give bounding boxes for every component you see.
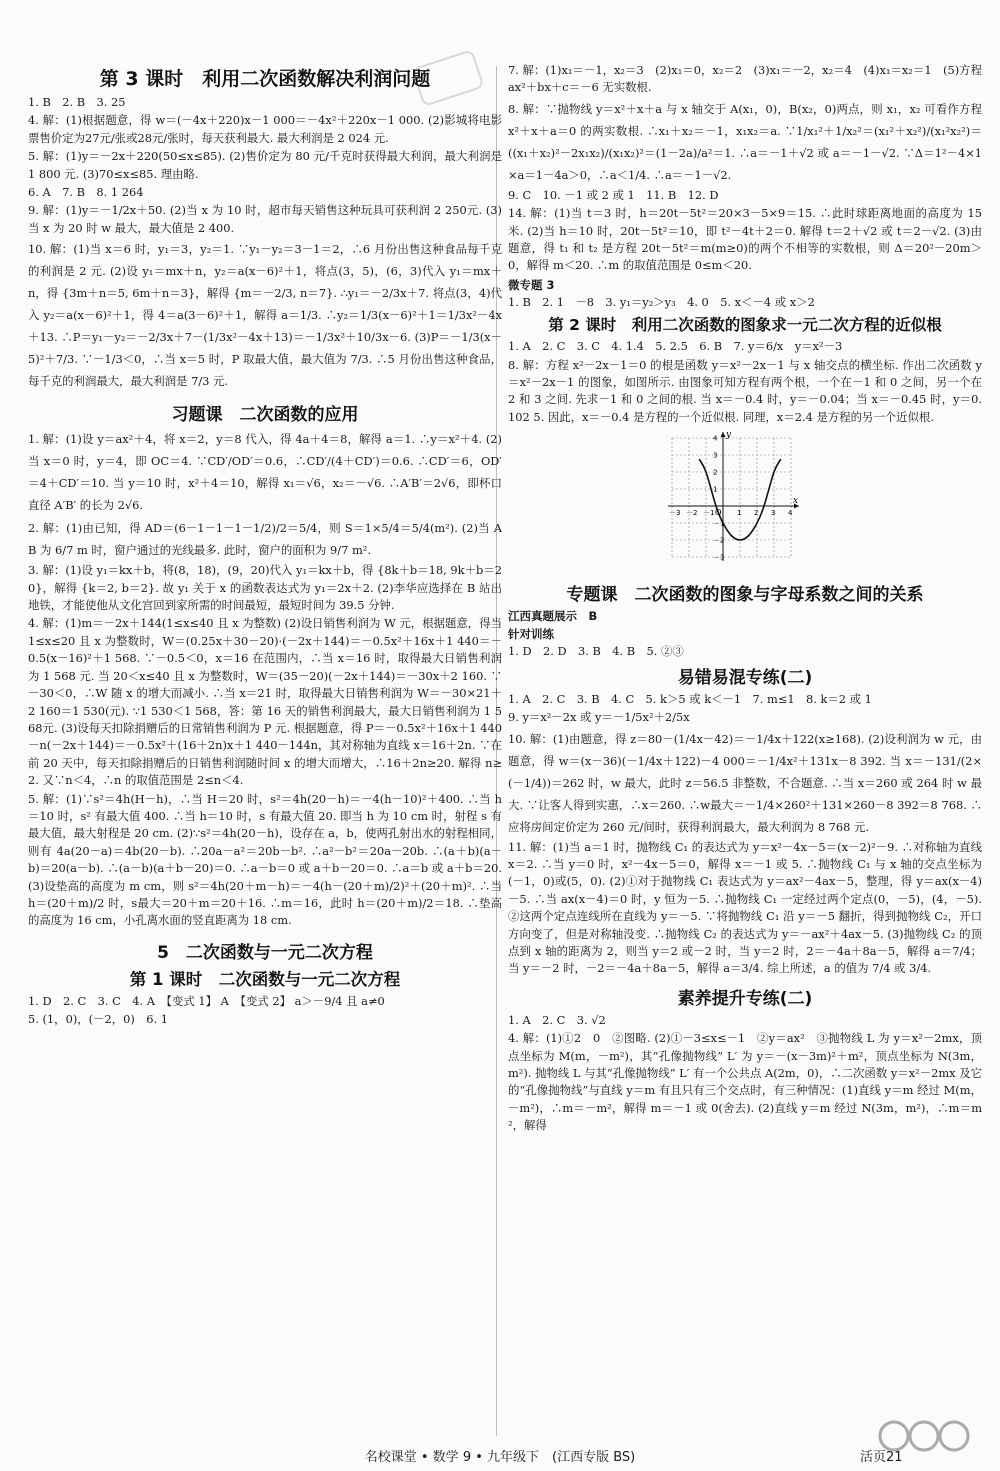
y-axis-label: y [726,430,732,441]
answer-line: 10. 解：(1)当 x＝6 时，y₁＝3，y₂＝1. ∵y₁－y₂＝3－1＝2，∴6 月份出售这种食品每千克的利润是 2 元. (2)设 y₁＝mx＋n，y₂＝a(x－6)²＋1，将点(3，5)，(6，3)代入 y₁＝mx＋n，得 {3m＋n＝5, 6m＋n＝3}，解得 {m＝－2/3, n＝7}. ∴y₁＝－2/3x＋7. 将点(3，4)代入 y₂＝a(x－6)²＋1，得 4＝a(3－6)²＋1，解得 a＝1/3. ∴y₂＝1/3(x－6)²＋1＝1/3x²－4x＋13. ∴P＝y₁－y₂＝－2/3x＋7－(1/3x²－4x＋13)＝－1/3x²＋10/3x－6. (3)P＝－1/3(x－5)²＋7/3. ∵－1/3＜0，∴当 x＝5 时，P 取最大值，最大值为 7/3. ∴5 月份出售这种食品，每千克的利润最大，最大利润是 7/3 元. [28,242,502,389]
x-tick-label: 4 [788,509,793,518]
section-title-coefficients: 专题课 二次函数的图象与字母系数之间的关系 [566,585,924,606]
answer-line: 1. A 2. C 3. C 4. 1.4 5. 2.5 6. B 7. y＝6/x y＝x²－3 [508,339,843,354]
answer-line: 4. 解：(1)①2 0 ②图略. (2)①－3≤x≤－1 ②y＝ax² ③抛物线 L 为 y＝x²－2mx，顶点坐标为 M(m，－m²)，其“孔像抛物线” L′ 为 y＝－(x－3m)²＋m²，顶点坐标为 N(3m，m²). 抛物线 L 与其“孔像抛物线” L′ 有一个公共点 A(2m，0)，∴二次函数 y＝x²－2mx 及它的“孔像抛物线”与直线 y＝m 有且只有三个交点时，有三种情况：(1)直线 y＝m 经过 M(m，－m²)，∴m＝－m²，解得 m＝－1 或 0(舍去). (2)直线 y＝m 经过 N(3m，m²)，∴m＝m²，解得 [508,1031,982,1133]
x-tick-label: －1 [703,509,715,518]
answer-line: 5. (1，0)，(－2，0) 6. 1 [28,1012,168,1027]
x-tick-label: －3 [669,509,681,518]
left-column [28,62,502,1440]
micro-topic-heading: 微专题 3 [508,277,555,292]
section-title-profit: 第 3 课时 利用二次函数解决利润问题 [99,68,431,90]
page-footer [0,1446,1000,1466]
section-title-exercise: 习题课 二次函数的应用 [171,405,359,426]
answer-line: 8. 解：方程 x²－2x－1＝0 的根是函数 y＝x²－2x－1 与 x 轴交点的横坐标. 作出二次函数 y＝x²－2x－1 的图象，如图所示. 由图象可知方程有两个根，一个在－1 和 0 之间，另一个在 2 和 3 之间. 先求－1 和 0 之间的根. 当 x＝－0.4 时，y＝－0.04；当 x＝－0.45 时，y＝0.102 5. 因此，x＝－0.4 是方程的一个近似根. 同理，x＝2.4 是方程的另一个近似根. [508,357,982,424]
watermark-logo [874,1414,974,1464]
graph-grid [672,438,791,557]
book-title: 名校课堂 • 数学 9 • 九年级下 (江西专版 BS) [364,1450,636,1465]
answer-line: 8. 解：∵抛物线 y＝x²＋x＋a 与 x 轴交于 A(x₁，0)，B(x₂，0)两点，则 x₁，x₂ 可看作方程 x²＋x＋a＝0 的两实数根. ∴x₁＋x₂＝－1，x₁x₂＝a. ∵1/x₁²＋1/x₂²＝(x₁²＋x₂²)/(x₁²x₂²)＝((x₁＋x₂)²－2x₁x₂)/(x₁x₂)²＝(1－2a)/a²＝1. ∴a＝－1＋√2 或 a＝－1－√2. ∵Δ＝1²－4×1×a＝1－4a＞0，∴a＜1/4. ∴a＝－1－√2. [508,101,982,182]
x-tick-label: 3 [771,509,776,518]
y-tick-label: 4 [713,434,718,443]
answer-line: 3. 解：(1)设 y₁＝kx＋b，将(8，18)，(9，20)代入 y₁＝kx＋b，得 {8k＋b＝18, 9k＋b＝20}，解得 {k＝2, b＝2}. 故 y₁ 关于 x 的函数表达式为 y₁＝2x＋2. (2)李华应选择在 B 站出地铁，才能使他从文化宫回到家所需的时间最短，最短时间为 39.5 分钟. [28,563,502,613]
y-tick-label: －1 [713,519,725,528]
section-subtitle-lesson1: 第 1 课时 二次函数与一元二次方程 [129,969,401,989]
answer-line: 1. D 2. D 3. B 4. B 5. ②③ [508,644,684,659]
answer-line: 14. 解：(1)当 t＝3 时，h＝20t－5t²＝20×3－5×9＝15. ∴此时球距离地面的高度为 15 米. (2)当 h＝10 时，20t－5t²＝10，即 t²－4t＋2＝0. 解得 t＝2＋√2 或 t＝2－√2. (3)由题意，得 t₁ 和 t₂ 是方程 20t－5t²＝m(m≥0)的两个不相等的实数根，则 Δ＝20²－20m＞0，解得 m＜20. ∴m 的取值范围是 0≤m＜20. [508,206,982,273]
x-axis-label: x [793,496,799,507]
section-title-literacy: 素养提升专练(二) [677,988,813,1009]
y-axis-arrow [721,432,726,437]
y-tick-label: 3 [713,451,718,460]
y-tick-label: 2 [713,468,718,477]
answer-line: 2. 解：(1)由已知，得 AD＝(6－1－1－1－1/2)/2＝5/4，则 S＝1×5/4＝5/4(m²). (2)当 AB 为 6/7 m 时，窗户通过的光线最多. 此时，窗户的面积为 9/7 m². [28,521,502,558]
right-column [508,62,982,1440]
answer-line: 1. B 2. B 3. 25 [28,95,126,109]
answer-line: 1. A 2. C 3. B 4. C 5. k＞5 或 k＜－1 7. m≤1 8. k＝2 或 1 [508,691,872,706]
y-tick-label: －3 [713,553,725,562]
answer-line: 5. 解：(1)∵s²＝4h(H－h)，∴当 H＝20 时，s²＝4h(20－h)＝－4(h－10)²＋400. ∴当 h＝10 时，s² 有最大值 400. ∴当 h＝10 时，s 有最大值 20. 即当 h 为 10 cm 时，射程 s 有最大值，最大射程是 20 cm. (2)∵s²＝4h(20－h)，设存在 a，b，使两孔射出水的射程相同，则有 4a(20－a)＝4b(20－b). ∴20a－a²＝20b－b². ∴a²－b²＝20a－20b. ∴(a＋b)(a－b)＝20(a－b). ∴(a－b)(a＋b－20)＝0. ∴a－b＝0 或 a＋b－20＝0. ∴a＝b 或 a＋b＝20. (3)设垫高的高度为 m cm，则 s²＝4h(20＋m－h)＝－4(h－(20＋m)/2)²＋(20＋m)². ∴当 h＝(20＋m)/2 时，s最大＝20＋m＝20＋16. ∴m＝16，此时 h＝(20＋m)/2＝18. ∴垫高的高度为 16 cm，小孔离水面的竖直距离为 18 cm. [28,791,502,928]
parabola-graph [508,430,982,574]
section-title-approx-roots: 第 2 课时 利用二次函数的图象求一元二次方程的近似根 [548,316,942,335]
answer-line: 11. 解：(1)当 a＝1 时，抛物线 C₁ 的表达式为 y＝x²－4x－5＝(x－2)²－9. ∴对称轴为直线 x＝2. ∴当 y＝0 时，x²－4x－5＝0，解得 x＝－1 或 5. ∴抛物线 C₁ 与 x 轴的交点坐标为(－1，0)或(5，0). (2)①对于抛物线 C₁ 表达式为 y＝ax²－4ax－5，整理，得 y＝ax(x－4)－5. ∴当 ax(x－4)＝0 时，y 恒为－5. ∴抛物线 C₁ 一定经过两个定点(0，－5)，(4，－5). ②这两个定点连线所在直线为 y＝－5. ∵将抛物线 C₁ 沿 y＝－5 翻折，得到抛物线 C₂，开口方向变了，但是对称轴没变. ∴抛物线 C₂ 的表达式为 y＝－ax²＋4ax－5. (3)抛物线 C₂ 的顶点到 x 轴的距离为 2，则当 y＝2 或－2 时，当 y＝2 时，2＝－4a＋8a－5，解得 a＝7/4；当 y＝－2 时，－2＝－4a＋8a－5，解得 a＝3/4. 综上所述，a 的值为 7/4 或 3/4. [508,839,982,976]
x-tick-label: 1 [737,509,742,518]
answer-line: 9. C 10. －1 或 2 或 1 11. B 12. D [508,187,719,202]
jiangxi-exam-heading: 江西真题展示 B [508,609,598,624]
origin-label: O [715,508,722,518]
graph-axes [668,432,799,561]
graph-ticks [669,435,793,562]
section-title-error-prone: 易错易混专练(二) [677,667,813,688]
answer-line: 4. 解：(1)根据题意，得 w＝(－4x＋220)x－1 000＝－4x²＋220x－1 000. (2)影城将电影票售价定为27元/张或28元/张时，每天获利最大. 最大利润是 2 024 元. [28,113,502,145]
answer-line: 9. 解：(1)y＝－1/2x＋50. (2)当 x 为 10 时，超市每天销售这种玩具可获利润 2 250元. (3)当 x 为 20 时 w 最大，最大值是 2 400. [28,203,502,235]
answer-line: 5. 解：(1)y＝－2x＋220(50≤x≤85). (2)售价定为 80 元/千克时获得最大利润，最大利润是 1 800 元. (3)70≤x≤85. 理由略. [28,149,502,181]
targeted-training-heading: 针对训练 [508,627,554,642]
answer-line: 6. A 7. B 8. 1 264 [28,185,144,200]
answer-line: 9. y＝x²－2x 或 y＝－1/5x²＋2/5x [508,710,690,725]
y-tick-label: －2 [713,536,725,545]
answer-line: 1. 解：(1)设 y＝ax²＋4，将 x＝2，y＝8 代入，得 4a＋4＝8，解得 a＝1. ∴y＝x²＋4. (2)当 x＝0 时，y＝4，即 OC＝4. ∵CD′/OD′＝0.6，∴CD′/(4＋CD′)＝0.6. ∴CD′＝6，OD′＝4＋CD′＝10. 当 y＝10 时，x²＋4＝10，解得 x₁＝√6，x₂＝－√6. ∴A′B′＝2√6，即杯口直径 A′B′ 的长为 2√6. [28,432,502,513]
x-tick-label: －2 [686,509,698,518]
answer-line: 7. 解：(1)x₁＝－1，x₂＝3 (2)x₁＝0，x₂＝2 (3)x₁＝－2，x₂＝4 (4)x₁＝x₂＝1 (5)方程 ax²＋bx＋c＝－6 无实数根. [508,63,982,95]
x-tick-label: 2 [754,509,759,518]
y-tick-label: 1 [713,485,718,494]
page-number: 活页21 [860,1450,903,1465]
answer-line: 10. 解：(1)由题意，得 z＝80－(1/4x－42)＝－1/4x＋122(x≥168). (2)设利润为 w 元，由题意，得 w＝(x－36)(－1/4x＋122)－4 000＝－1/4x²＋131x－8 392. 当 x＝－131/(2×(－1/4))＝262 时，w 最大，此时 z＝56.5 非整数，不合题意. ∴当 x＝260 或 264 时 w 最大. ∵让客人得到实惠，∴x＝260. ∴w最大＝－1/4×260²＋131×260－8 392＝8 768. ∴应将房间定价定为 260 元/间时，获得利润最大，最大利润为 8 768 元. [508,731,982,834]
answer-line: 1. D 2. C 3. C 4. A 【变式 1】 A 【变式 2】 a＞－9/4 且 a≠0 [28,993,385,1008]
answer-line: 1. B 2. 1 －8 3. y₁＝y₂＞y₃ 4. 0 5. x＜－4 或 x＞2 [508,294,815,309]
graph-svg [660,430,830,570]
answer-line: 4. 解：(1)m＝－2x＋144(1≤x≤40 且 x 为整数) (2)设日销售利润为 W 元，根据题意，得当 1≤x≤20 且 x 为整数时，W＝(0.25x＋30－20)·(－2x＋144)＝－0.5x²＋16x＋1 440＝－0.5(x－16)²＋1 568. ∵－0.5＜0，x＝16 在范围内，∴当 x＝16 时，取得最大日销售利润为 1 568 元. 当 20＜x≤40 且 x 为整数时，W＝(35－20)(－2x＋144)＝－30x＋2 160. ∵－30＜0，∴W 随 x 的增大而减小. ∴当 x＝21 时，取得最大日销售利润为 W＝－30×21＋2 160＝1 530(元). ∵1 530＜1 568，答：第 16 天的销售利润最大，最大日销售利润为 1 568元. (3)设每天扣除捐赠后的日常销售利润为 P 元. 根据题意，得 P＝－0.5x²＋16x＋1 440－n(－2x＋144)＝－0.5x²＋(16＋2n)x＋1 440－144n，其对称轴为直线 x＝16＋2n. ∵在前 20 天中，每天扣除捐赠后的日销售利润随时间 x 的增大而增大，∴16＋2n≥20. 解得 n≥2. 又∵n＜4，∴n 的取值范围是 2≤n＜4. [28,616,502,788]
answer-line: 1. A 2. C 3. √2 [508,1012,606,1027]
section-title-equation: 5 二次函数与一元二次方程 [157,942,373,963]
